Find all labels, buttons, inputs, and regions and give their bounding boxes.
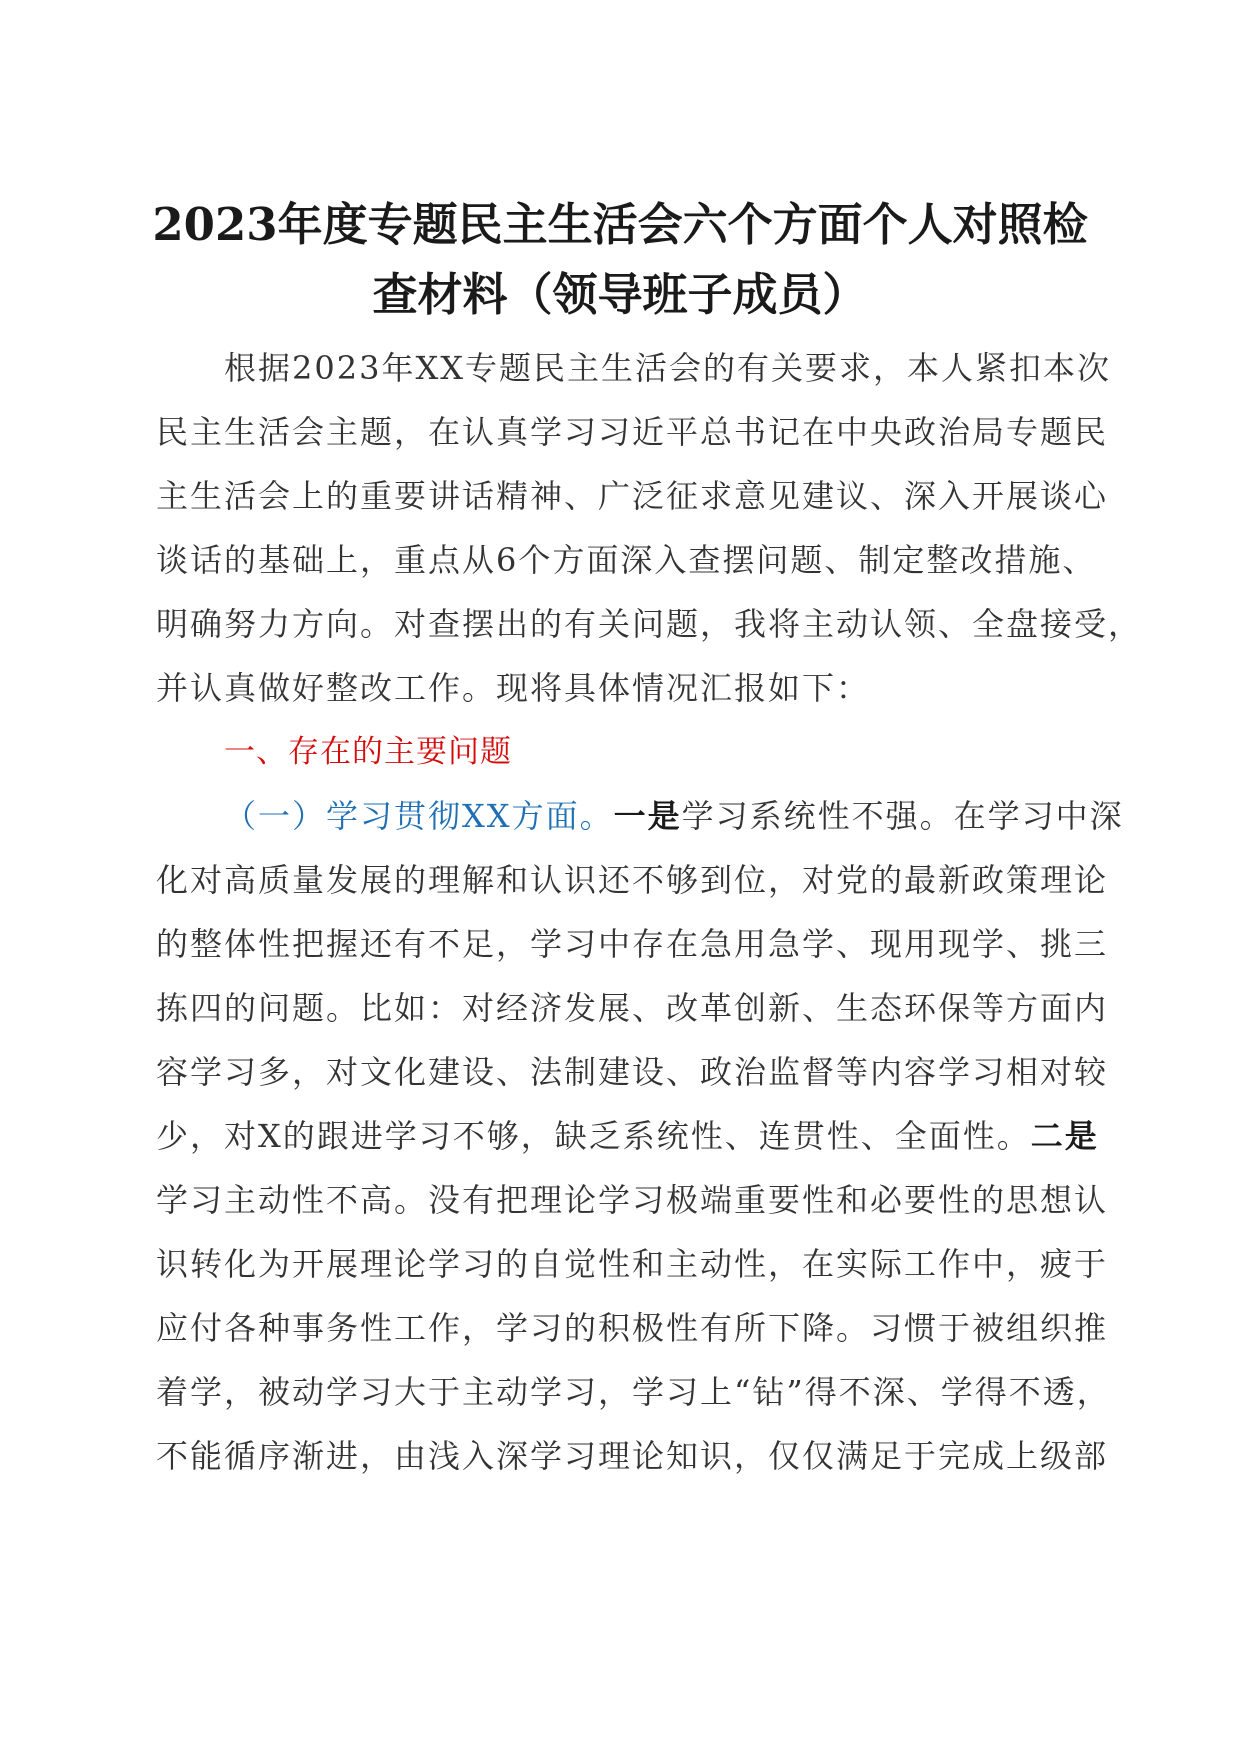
paragraph-line: 识转化为开展理论学习的自觉性和主动性，在实际工作中，疲于 <box>156 1245 1109 1283</box>
paragraph-text: 学习系统性不强。在学习中深 <box>681 797 1124 835</box>
title-line-2: 查材料（领导班子成员） <box>372 268 868 321</box>
paragraph-line: 学习主动性不高。没有把理论学习极端重要性和必要性的思想认 <box>156 1181 1109 1219</box>
subsection-first-line <box>156 784 1124 848</box>
paragraph-line: 不能循序渐进，由浅入深学习理论知识，仅仅满足于完成上级部 <box>156 1437 1109 1475</box>
point-marker: 一是 <box>613 797 682 835</box>
section-heading: 一、存在的主要问题 <box>224 734 512 770</box>
intro-line: 主生活会上的重要讲话精神、广泛征求意见建议、深入开展谈心 <box>156 477 1109 515</box>
intro-line: 谈话的基础上，重点从6个方面深入查摆问题、制定整改措施、 <box>156 541 1097 579</box>
paragraph-line: 的整体性把握还有不足，学习中存在急用急学、现用现学、挑三 <box>156 925 1109 963</box>
intro-line: 民主生活会主题，在认真学习习近平总书记在中央政治局专题民 <box>156 413 1109 451</box>
paragraph-text: 少，对X的跟进学习不够，缺乏系统性、连贯性、全面性。 <box>156 1117 1031 1155</box>
paragraph-line: 应付各种事务性工作，学习的积极性有所下降。习惯于被组织推 <box>156 1309 1109 1347</box>
paragraph-line: 拣四的问题。比如：对经济发展、改革创新、生态环保等方面内 <box>156 989 1109 1027</box>
paragraph-line: 着学，被动学习大于主动学习，学习上“钻”得不深、学得不透， <box>156 1373 1111 1411</box>
paragraph-line: 容学习多，对文化建设、法制建设、政治监督等内容学习相对较 <box>156 1053 1109 1091</box>
intro-line: 根据2023年XX专题民主生活会的有关要求，本人紧扣本次 <box>224 349 1112 387</box>
paragraph-line <box>156 1104 1099 1168</box>
point-marker: 二是 <box>1030 1117 1099 1155</box>
subsection-label: （一）学习贯彻XX方面。 <box>224 797 614 835</box>
intro-line: 明确努力方向。对查摆出的有关问题，我将主动认领、全盘接受， <box>156 605 1143 643</box>
document-title <box>140 190 1100 330</box>
title-line-1: 2023年度专题民主生活会六个方面个人对照检 <box>152 198 1088 251</box>
document-body <box>156 336 1143 1488</box>
paragraph-line: 化对高质量发展的理解和认识还不够到位，对党的最新政策理论 <box>156 861 1109 899</box>
intro-line: 并认真做好整改工作。现将具体情况汇报如下： <box>156 669 871 707</box>
